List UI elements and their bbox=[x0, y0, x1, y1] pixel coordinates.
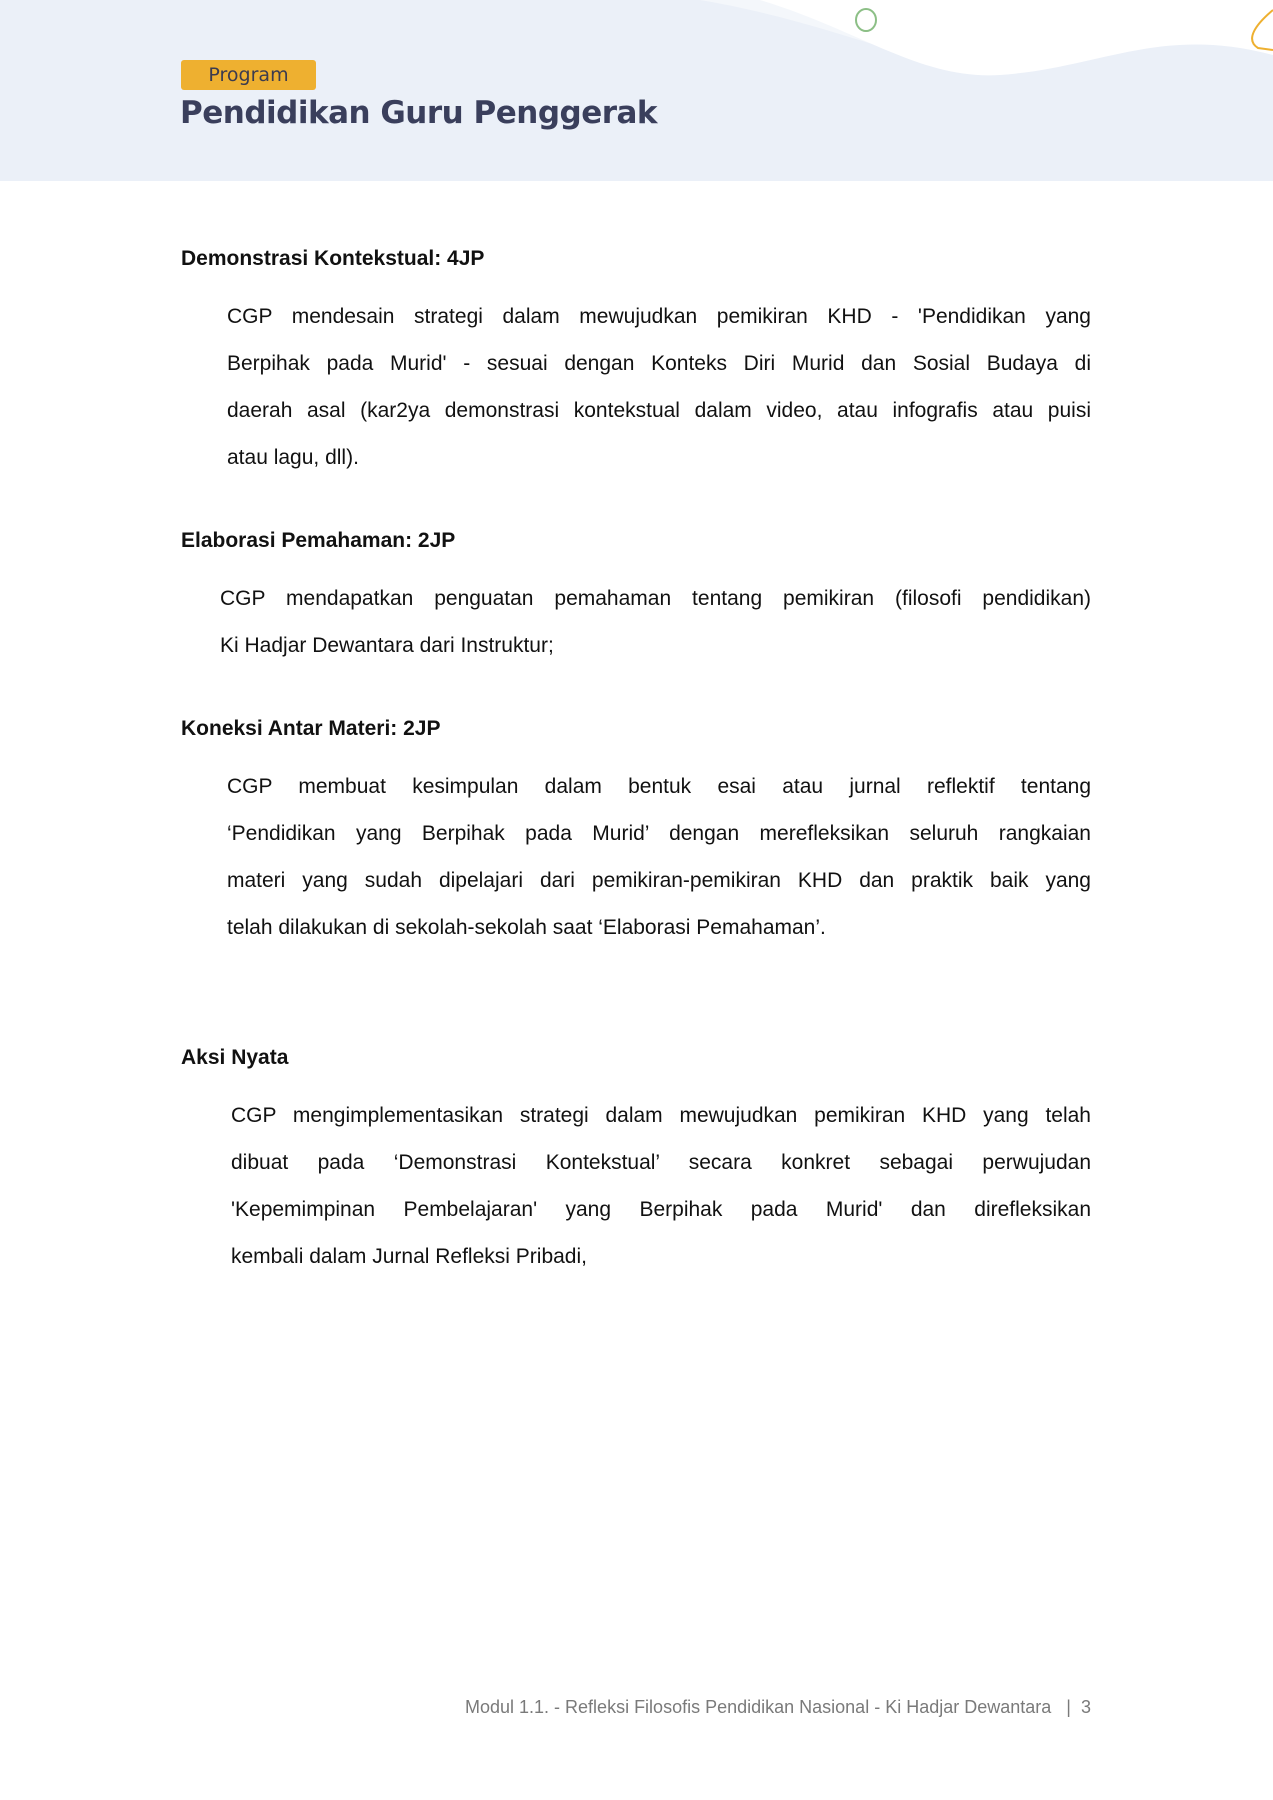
section-body bbox=[227, 763, 1091, 951]
footer-text: Modul 1.1. - Refleksi Filosofis Pendidikan Nasional - Ki Hadjar Dewantara bbox=[465, 1697, 1052, 1717]
text-line: Berpihak pada Murid' - sesuai dengan Konteks Diri Murid dan Sosial Budaya di bbox=[227, 352, 1091, 375]
section-demonstrasi bbox=[181, 246, 1091, 481]
section-heading: Koneksi Antar Materi: 2JP bbox=[181, 717, 441, 740]
text-line: Ki Hadjar Dewantara dari Instruktur; bbox=[220, 634, 554, 657]
page-title: Pendidikan Guru Penggerak bbox=[180, 95, 658, 131]
section-body bbox=[220, 575, 1091, 669]
text-line: kembali dalam Jurnal Refleksi Pribadi, bbox=[231, 1245, 587, 1268]
text-line: dibuat pada ‘Demonstrasi Kontekstual’ secara konkret sebagai perwujudan bbox=[231, 1151, 1091, 1174]
text-line: telah dilakukan di sekolah-sekolah saat ‘Elaborasi Pemahaman’. bbox=[227, 916, 826, 939]
footer-separator: | bbox=[1066, 1697, 1071, 1717]
section-heading: Aksi Nyata bbox=[181, 1046, 289, 1069]
section-aksi-nyata bbox=[181, 1045, 1091, 1280]
page-number: 3 bbox=[1080, 1697, 1091, 1717]
section-koneksi bbox=[181, 716, 1091, 951]
text-line: 'Kepemimpinan Pembelajaran' yang Berpihak pada Murid' dan direfleksikan bbox=[231, 1198, 1091, 1221]
section-body bbox=[231, 1092, 1091, 1280]
page-header bbox=[0, 0, 1273, 181]
section-body bbox=[227, 293, 1091, 481]
text-line: CGP membuat kesimpulan dalam bentuk esai atau jurnal reflektif tentang bbox=[227, 775, 1091, 798]
decorative-wave bbox=[0, 0, 1273, 181]
section-heading: Demonstrasi Kontekstual: 4JP bbox=[181, 247, 485, 270]
text-line: ‘Pendidikan yang Berpihak pada Murid’ dengan merefleksikan seluruh rangkaian bbox=[227, 822, 1091, 845]
text-line: CGP mendapatkan penguatan pemahaman tentang pemikiran (filosofi pendidikan) bbox=[220, 587, 1091, 610]
text-line: daerah asal (kar2ya demonstrasi kontekstual dalam video, atau infografis atau puisi bbox=[227, 399, 1091, 422]
text-line: atau lagu, dll). bbox=[227, 446, 359, 469]
page-footer bbox=[465, 1697, 1091, 1718]
text-line: CGP mengimplementasikan strategi dalam mewujudkan pemikiran KHD yang telah bbox=[231, 1104, 1091, 1127]
section-elaborasi bbox=[181, 528, 1091, 669]
text-line: CGP mendesain strategi dalam mewujudkan pemikiran KHD - 'Pendidikan yang bbox=[227, 305, 1091, 328]
section-heading: Elaborasi Pemahaman: 2JP bbox=[181, 529, 456, 552]
text-line: materi yang sudah dipelajari dari pemikiran-pemikiran KHD dan praktik baik yang bbox=[227, 869, 1091, 892]
program-badge: Program bbox=[181, 60, 316, 90]
